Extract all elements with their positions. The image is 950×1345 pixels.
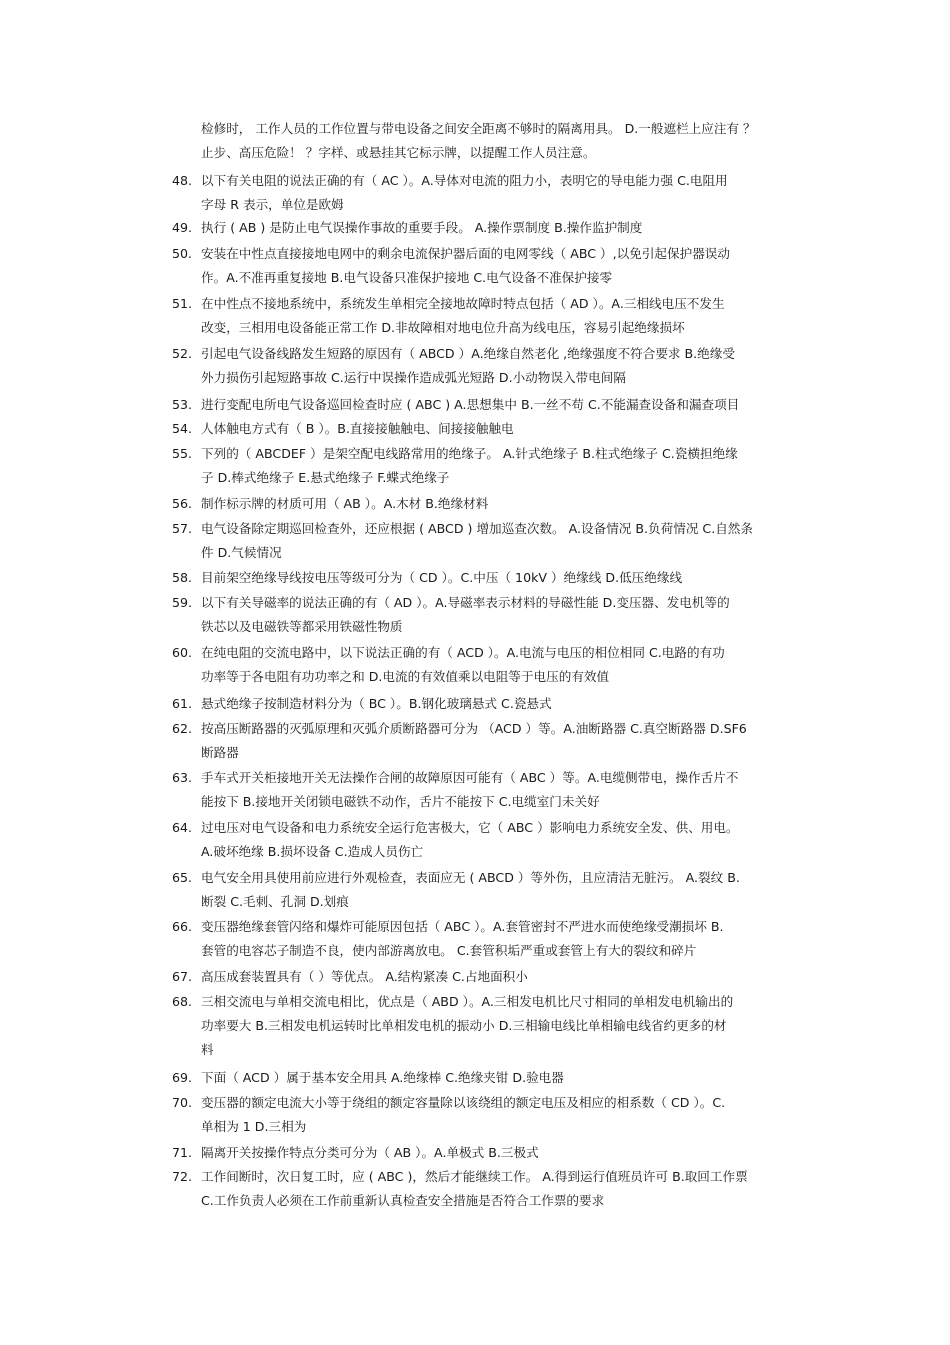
question-number: 49. <box>172 220 193 235</box>
question-text-line: 以下有关电阻的说法正确的有（ AC ）。A.导体对电流的阻力小，表明它的导电能力强 C.电阻用 <box>201 173 728 188</box>
question-text-line: 工作间断时，次日复工时，应 ( ABC )，然后才能继续工作。 A.得到运行值班员许可 B.取回工作票 <box>201 1169 748 1184</box>
question-text-line: 进行变配电所电气设备巡回检查时应 ( ABC ) A.思想集中 B.一丝不苟 C.不能漏查设备和漏查项目 <box>201 397 740 412</box>
question-text-line: 变压器绝缘套管闪络和爆炸可能原因包括（ ABC ）。A.套管密封不严进水而使绝缘受潮损坏 B. <box>201 919 724 934</box>
question-text-line: 作。A.不准再重复接地 B.电气设备只准保护接地 C.电气设备不准保护接零 <box>201 270 613 285</box>
question-text-line: 在纯电阻的交流电路中，以下说法正确的有（ ACD ）。A.电流与电压的相位相同 C.电路的有功 <box>201 645 725 660</box>
question-number: 61. <box>172 696 193 711</box>
question-text-line: A.破坏绝缘 B.损坏设备 C.造成人员伤亡 <box>201 844 424 859</box>
question-number: 50. <box>172 246 193 261</box>
question-number: 69. <box>172 1070 193 1085</box>
question-text-line: 下面（ ACD ）属于基本安全用具 A.绝缘棒 C.绝缘夹钳 D.验电器 <box>201 1070 564 1085</box>
question-text-line: 断裂 C.毛刺、孔洞 D.划痕 <box>201 894 349 909</box>
question-text-line: 铁芯以及电磁铁等都采用铁磁性物质 <box>201 619 403 634</box>
question-text-line: 目前架空绝缘导线按电压等级可分为（ CD ）。C.中压（ 10kV ）绝缘线 D.低压绝缘线 <box>201 570 683 585</box>
question-text-line: 料 <box>201 1042 214 1057</box>
question-text-line: 隔离开关按操作特点分类可分为（ AB ）。A.单极式 B.三极式 <box>201 1145 539 1160</box>
question-text-line: 执行 ( AB ) 是防止电气误操作事故的重要手段。 A.操作票制度 B.操作监护制度 <box>201 220 643 235</box>
question-text-line: 安装在中性点直接接地电网中的剩余电流保护器后面的电网零线（ ABC ）,以免引起保护器误动 <box>201 246 730 261</box>
question-text-line: 改变，三相用电设备能正常工作 D.非故障相对地电位升高为线电压，容易引起绝缘损坏 <box>201 320 685 335</box>
question-number: 59. <box>172 595 193 610</box>
question-number: 58. <box>172 570 193 585</box>
question-text-line: 电气安全用具使用前应进行外观检查，表面应无 ( ABCD ）等外伤，且应清洁无脏污。 A.裂纹 B. <box>201 870 740 885</box>
question-number: 68. <box>172 994 193 1009</box>
question-text-line: 按高压断路器的灭弧原理和灭弧介质断路器可分为 （ACD ）等。A.油断路器 C.真空断路器 D.SF6 <box>201 721 747 736</box>
question-text-line: 制作标示牌的材质可用（ AB ）。A.木材 B.绝缘材料 <box>201 496 489 511</box>
question-number: 63. <box>172 770 193 785</box>
question-text-line: 外力损伤引起短路事故 C.运行中误操作造成弧光短路 D.小动物误入带电间隔 <box>201 370 626 385</box>
question-text-line: C.工作负责人必须在工作前重新认真检查安全措施是否符合工作票的要求 <box>201 1193 605 1208</box>
question-number: 54. <box>172 421 193 436</box>
question-text-line: 以下有关导磁率的说法正确的有（ AD ）。A.导磁率表示材料的导磁性能 D.变压器、发电机等的 <box>201 595 730 610</box>
question-text-line: 止步、高压危险！ ？字样、或悬挂其它标示牌，以提醒工作人员注意。 <box>201 145 596 160</box>
question-number: 51. <box>172 296 193 311</box>
question-text-line: 套管的电容芯子制造不良，使内部游离放电。 C.套管积垢严重或套管上有大的裂纹和碎片 <box>201 943 697 958</box>
question-text-line: 过电压对电气设备和电力系统安全运行危害极大，它（ ABC ）影响电力系统安全发、供、用电。 <box>201 820 739 835</box>
question-number: 66. <box>172 919 193 934</box>
question-number: 57. <box>172 521 193 536</box>
question-text-line: 单相为 1 D.三相为 <box>201 1119 307 1134</box>
question-text-line: 能按下 B.接地开关闭锁电磁铁不动作，舌片不能按下 C.电缆室门未关好 <box>201 794 600 809</box>
question-text-line: 子 D.棒式绝缘子 E.悬式绝缘子 F.蝶式绝缘子 <box>201 470 450 485</box>
question-text-line: 手车式开关柜接地开关无法操作合闸的故障原因可能有（ ABC ）等。A.电缆侧带电，操作舌片不 <box>201 770 739 785</box>
question-number: 62. <box>172 721 193 736</box>
question-text-line: 变压器的额定电流大小等于绕组的额定容量除以该绕组的额定电压及相应的相系数（ CD ）。C. <box>201 1095 726 1110</box>
question-text-line: 件 D.气候情况 <box>201 545 282 560</box>
question-text-line: 三相交流电与单相交流电相比，优点是（ ABD ）。A.三相发电机比尺寸相同的单相发电机输出的 <box>201 994 734 1009</box>
question-text-line: 下列的（ ABCDEF ）是架空配电线路常用的绝缘子。 A.针式绝缘子 B.柱式绝缘子 C.瓷横担绝缘 <box>201 446 738 461</box>
question-text-line: 人体触电方式有（ B ）。B.直接接触触电、间接接触触电 <box>201 421 514 436</box>
question-number: 65. <box>172 870 193 885</box>
question-text-line: 悬式绝缘子按制造材料分为（ BC ）。B.钢化玻璃悬式 C.瓷悬式 <box>201 696 552 711</box>
question-text-line: 在中性点不接地系统中，系统发生单相完全接地故障时特点包括（ AD ）。A.三相线电压不发生 <box>201 296 725 311</box>
question-number: 64. <box>172 820 193 835</box>
question-number: 71. <box>172 1145 193 1160</box>
question-number: 52. <box>172 346 193 361</box>
question-number: 60. <box>172 645 193 660</box>
question-text-line: 功率要大 B.三相发电机运转时比单相发电机的振动小 D.三相输电线比单相输电线省约更多的材 <box>201 1018 727 1033</box>
question-number: 56. <box>172 496 193 511</box>
question-number: 48. <box>172 173 193 188</box>
question-number: 67. <box>172 969 193 984</box>
question-text-line: 高压成套装置具有（ ）等优点。 A.结构紧凑 C.占地面积小 <box>201 969 528 984</box>
question-number: 55. <box>172 446 193 461</box>
question-number: 72. <box>172 1169 193 1184</box>
question-text-line: 断路器 <box>201 745 239 760</box>
question-number: 53. <box>172 397 193 412</box>
question-text-line: 字母 R 表示，单位是欧姆 <box>201 197 344 212</box>
question-text-line: 电气设备除定期巡回检查外，还应根据 ( ABCD ) 增加巡查次数。 A.设备情况 B.负荷情况 C.自然条 <box>201 521 753 536</box>
question-number: 70. <box>172 1095 193 1110</box>
question-text-line: 引起电气设备线路发生短路的原因有（ ABCD ）A.绝缘自然老化 ,绝缘强度不符合要求 B.绝缘受 <box>201 346 735 361</box>
question-text-line: 检修时， 工作人员的工作位置与带电设备之间安全距离不够时的隔离用具。 D.一般遮栏上应注有 ？ <box>201 121 756 136</box>
question-text-line: 功率等于各电阻有功功率之和 D.电流的有效值乘以电阻等于电压的有效值 <box>201 669 610 684</box>
